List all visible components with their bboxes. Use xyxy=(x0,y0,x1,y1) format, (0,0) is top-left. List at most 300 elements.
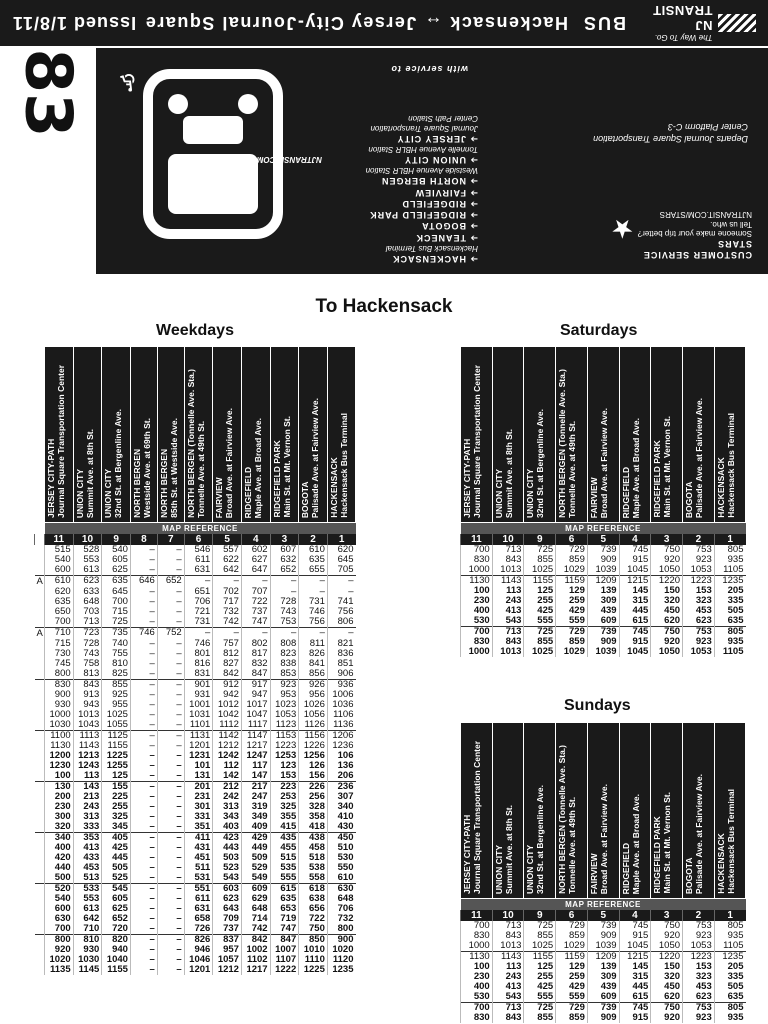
service-stop xyxy=(348,209,478,220)
time-cell: 129 xyxy=(556,586,588,596)
table-row xyxy=(461,647,746,657)
table-row xyxy=(35,565,356,576)
agency-name: NJ TRANSIT xyxy=(652,3,713,34)
time-cell: 946 xyxy=(184,945,213,955)
time-cell: 117 xyxy=(241,761,270,771)
time-cell: 800 xyxy=(45,669,74,680)
time-cell: 1130 xyxy=(45,741,74,751)
trip-note xyxy=(35,822,45,833)
table-row xyxy=(35,720,356,731)
stop-header: HACKENSACK Hackensack Bus Terminal xyxy=(714,347,745,523)
time-cell: 643 xyxy=(213,904,242,914)
time-cell: 630 xyxy=(45,914,74,924)
time-cell: 750 xyxy=(651,921,683,931)
time-cell: – xyxy=(157,545,184,555)
table-row xyxy=(461,962,746,972)
stop-header: NORTH BERGEN (Tonnelle Ave. Sta.) Tonnelle Ave. at 49th St. xyxy=(556,723,588,899)
time-cell: 559 xyxy=(556,992,588,1003)
time-cell: – xyxy=(130,945,157,955)
time-cell: 609 xyxy=(587,616,619,627)
time-cell: 200 xyxy=(45,792,74,802)
sundays-timetable xyxy=(460,722,746,1023)
time-cell: 243 xyxy=(492,972,524,982)
time-cell: – xyxy=(130,587,157,597)
trip-note xyxy=(35,792,45,802)
time-cell: 458 xyxy=(299,843,328,853)
time-cell: 830 xyxy=(45,679,74,690)
time-cell: 201 xyxy=(184,781,213,792)
time-cell: 610 xyxy=(299,545,328,555)
service-stop xyxy=(348,198,478,209)
time-cell: 923 xyxy=(683,555,715,565)
time-cell: 642 xyxy=(213,565,242,576)
table-row xyxy=(461,596,746,606)
time-cell: 855 xyxy=(524,931,556,941)
time-cell: 315 xyxy=(619,596,651,606)
time-cell: 543 xyxy=(213,873,242,884)
time-cell: 129 xyxy=(556,962,588,972)
time-cell: 700 xyxy=(45,924,74,935)
time-cell: 909 xyxy=(587,637,619,647)
stop-header: UNION CITY Summit Ave. at 8th St. xyxy=(73,347,102,523)
table-row xyxy=(461,555,746,565)
time-cell: 602 xyxy=(241,545,270,555)
time-cell: 450 xyxy=(327,832,355,843)
time-cell: 353 xyxy=(73,832,102,843)
stop-header: BOGOTA Palisade Ave. at Fairview Ave. xyxy=(683,723,715,899)
time-cell: 439 xyxy=(587,982,619,992)
time-cell: 1102 xyxy=(241,955,270,965)
time-cell: – xyxy=(241,575,270,587)
time-cell: 728 xyxy=(270,597,299,607)
time-cell: – xyxy=(130,617,157,628)
time-cell: 1050 xyxy=(651,647,683,657)
time-cell: 1212 xyxy=(213,741,242,751)
time-cell: 1039 xyxy=(587,565,619,576)
time-cell: 851 xyxy=(327,659,355,669)
time-cell: 528 xyxy=(73,545,102,555)
time-cell: 620 xyxy=(327,545,355,555)
table-row xyxy=(35,597,356,607)
route-hero-panel xyxy=(96,48,768,274)
time-cell: 1105 xyxy=(714,647,745,657)
accessible-icon: ♿ xyxy=(116,68,138,96)
time-cell: 901 xyxy=(184,679,213,690)
time-cell: 611 xyxy=(184,555,213,565)
table-row xyxy=(461,992,746,1003)
service-stop xyxy=(348,243,478,264)
map-ref-number: 11 xyxy=(461,534,493,545)
time-cell: 530 xyxy=(461,616,493,627)
trip-note: A xyxy=(36,627,43,639)
star-icon: ★ xyxy=(610,214,634,244)
time-cell: 703 xyxy=(73,607,102,617)
time-cell: 702 xyxy=(213,587,242,597)
table-row xyxy=(35,945,356,955)
service-stop-name: ➔ FAIRVIEW xyxy=(414,187,478,198)
time-cell: 1007 xyxy=(270,945,299,955)
time-cell: 710 xyxy=(45,627,74,639)
time-cell: 153 xyxy=(683,962,715,972)
time-cell: 145 xyxy=(619,586,651,596)
stop-header: NORTH BERGEN (Tonnelle Ave. Sta.) Tonnelle Ave. at 49th St. xyxy=(184,347,213,523)
customer-service-stars: CUSTOMER SERVICE STARS Someone make your trip better? Tell us who. NJTRANSIT.COM/STARS xyxy=(637,210,752,260)
time-cell: 455 xyxy=(270,843,299,853)
time-cell: 1220 xyxy=(651,951,683,962)
trip-note xyxy=(35,700,45,710)
time-cell: 917 xyxy=(241,679,270,690)
time-cell: 805 xyxy=(714,1002,745,1013)
time-cell: 1242 xyxy=(213,751,242,761)
time-cell: – xyxy=(130,873,157,884)
time-cell: – xyxy=(157,843,184,853)
time-cell: 742 xyxy=(213,617,242,628)
time-cell: – xyxy=(157,873,184,884)
time-cell: 923 xyxy=(683,1013,715,1023)
time-cell: 255 xyxy=(524,972,556,982)
time-cell: 743 xyxy=(270,607,299,617)
time-cell: 842 xyxy=(213,669,242,680)
time-cell: 325 xyxy=(102,812,131,822)
time-cell: 1155 xyxy=(524,951,556,962)
time-cell: 725 xyxy=(524,1002,556,1013)
time-cell: 1217 xyxy=(241,741,270,751)
time-cell: 540 xyxy=(45,555,74,565)
time-cell: 500 xyxy=(45,873,74,884)
time-cell: 433 xyxy=(73,853,102,863)
time-cell: 1045 xyxy=(619,647,651,657)
time-cell: 143 xyxy=(73,781,102,792)
time-cell: 630 xyxy=(327,883,355,894)
time-cell: 850 xyxy=(299,934,328,945)
time-cell: 739 xyxy=(587,545,619,555)
time-cell: – xyxy=(157,565,184,576)
service-stop-name: ➔ NORTH BERGEN xyxy=(380,176,478,187)
time-cell: 259 xyxy=(556,972,588,982)
nj-transit-logo xyxy=(636,4,756,43)
table-row xyxy=(35,873,356,884)
map-reference-label: MAP REFERENCE xyxy=(461,899,746,910)
time-cell: 355 xyxy=(270,812,299,822)
table-row xyxy=(35,575,356,587)
time-cell: 139 xyxy=(587,962,619,972)
time-cell: 243 xyxy=(492,596,524,606)
time-cell: – xyxy=(299,587,328,597)
time-cell: 955 xyxy=(102,700,131,710)
time-cell: 855 xyxy=(524,637,556,647)
trip-note xyxy=(35,843,45,853)
time-cell: 843 xyxy=(492,637,524,647)
time-cell: 653 xyxy=(270,904,299,914)
time-cell: 635 xyxy=(714,992,745,1003)
table-row xyxy=(461,606,746,616)
stop-header: NORTH BERGEN 85th St. at Westside Ave. xyxy=(157,347,184,523)
time-cell: 1145 xyxy=(73,965,102,975)
time-cell: 1036 xyxy=(327,700,355,710)
time-cell: 909 xyxy=(587,1013,619,1023)
stop-header: BOGOTA Palisade Ave. at Fairview Ave. xyxy=(683,347,715,523)
time-cell: 1236 xyxy=(327,741,355,751)
time-cell: 1053 xyxy=(683,941,715,952)
time-cell: 531 xyxy=(184,873,213,884)
time-cell: 1029 xyxy=(556,647,588,657)
map-ref-number: 6 xyxy=(556,534,588,545)
time-cell: 125 xyxy=(102,771,131,782)
time-cell: 113 xyxy=(492,962,524,972)
time-cell: 801 xyxy=(184,649,213,659)
time-cell: 615 xyxy=(270,883,299,894)
time-cell: 340 xyxy=(45,832,74,843)
route-name: Hackensack ↔ Jersey City-Journal Square xyxy=(144,13,568,34)
time-cell: 415 xyxy=(270,822,299,833)
time-cell: 856 xyxy=(299,669,328,680)
time-cell: – xyxy=(157,934,184,945)
table-row xyxy=(35,771,356,782)
service-stop xyxy=(348,165,478,186)
time-cell: 652 xyxy=(270,565,299,576)
time-cell: 827 xyxy=(213,659,242,669)
time-cell: 307 xyxy=(327,792,355,802)
time-cell: 1100 xyxy=(45,730,74,741)
table-row xyxy=(35,781,356,792)
map-ref-number: 6 xyxy=(556,910,588,921)
time-cell: 150 xyxy=(651,586,683,596)
time-cell: 1113 xyxy=(73,730,102,741)
time-cell: 523 xyxy=(213,863,242,873)
service-stop-name: ➔ TEANECK xyxy=(415,232,478,243)
time-cell: 225 xyxy=(102,792,131,802)
time-cell: 113 xyxy=(73,771,102,782)
time-cell: 1201 xyxy=(184,965,213,975)
table-row xyxy=(461,921,746,931)
time-cell: 830 xyxy=(461,931,493,941)
map-ref-number: 5 xyxy=(213,534,242,545)
trip-note xyxy=(35,597,45,607)
saturdays-timetable xyxy=(460,346,746,657)
time-cell: 1029 xyxy=(556,941,588,952)
time-cell: 345 xyxy=(102,822,131,833)
time-cell: 1156 xyxy=(299,730,328,741)
time-cell: 1025 xyxy=(102,710,131,720)
time-cell: 223 xyxy=(270,781,299,792)
time-cell: 300 xyxy=(45,812,74,822)
time-cell: 100 xyxy=(461,586,493,596)
time-cell: 731 xyxy=(184,617,213,628)
stop-header: UNION CITY 32nd St. at Bergenline Ave. xyxy=(102,347,131,523)
time-cell: – xyxy=(157,730,184,741)
time-cell: 1143 xyxy=(492,575,524,586)
trip-note xyxy=(35,617,45,628)
time-cell: 700 xyxy=(102,597,131,607)
table-row xyxy=(461,545,746,555)
time-cell: 445 xyxy=(102,853,131,863)
time-cell: 555 xyxy=(524,992,556,1003)
time-cell: – xyxy=(130,771,157,782)
mode-label: BUS xyxy=(581,13,626,34)
time-cell: 331 xyxy=(184,812,213,822)
time-cell: 142 xyxy=(213,771,242,782)
time-cell: 549 xyxy=(241,873,270,884)
time-cell: 425 xyxy=(524,606,556,616)
issued-date: Issued 1/8/11 xyxy=(12,13,137,34)
time-cell: 1247 xyxy=(241,751,270,761)
time-cell: 732 xyxy=(213,607,242,617)
map-ref-number: 5 xyxy=(587,910,619,921)
time-cell: 1013 xyxy=(73,710,102,720)
time-cell: 700 xyxy=(461,626,493,637)
trip-note xyxy=(35,771,45,782)
time-cell: 1017 xyxy=(241,700,270,710)
time-cell: 755 xyxy=(102,649,131,659)
stop-header: JERSEY CITY-PATH Journal Square Transportation Center xyxy=(461,347,493,523)
time-cell: 1256 xyxy=(299,751,328,761)
time-cell: – xyxy=(157,802,184,812)
time-cell: 936 xyxy=(327,679,355,690)
map-ref-number: 2 xyxy=(683,910,715,921)
time-cell: 740 xyxy=(102,639,131,649)
table-row xyxy=(35,700,356,710)
time-cell: 622 xyxy=(213,555,242,565)
time-cell: 1030 xyxy=(73,955,102,965)
time-cell: 745 xyxy=(619,545,651,555)
time-cell: 125 xyxy=(524,586,556,596)
table-row xyxy=(35,545,356,555)
time-cell: – xyxy=(327,587,355,597)
time-cell: 1000 xyxy=(461,941,493,952)
time-cell: – xyxy=(327,575,355,587)
time-cell: – xyxy=(130,894,157,904)
time-cell: 730 xyxy=(45,649,74,659)
time-cell: – xyxy=(157,914,184,924)
table-row xyxy=(35,832,356,843)
time-cell: 725 xyxy=(524,545,556,555)
time-cell: 511 xyxy=(184,863,213,873)
time-cell: 145 xyxy=(619,962,651,972)
trip-note xyxy=(35,751,45,761)
time-cell: 830 xyxy=(461,1013,493,1023)
time-cell: 741 xyxy=(327,597,355,607)
time-cell: 750 xyxy=(299,924,328,935)
table-row xyxy=(35,649,356,659)
time-cell: 721 xyxy=(184,607,213,617)
time-cell: 449 xyxy=(241,843,270,853)
time-cell: 559 xyxy=(556,616,588,627)
time-cell: 309 xyxy=(587,596,619,606)
time-cell: 715 xyxy=(45,639,74,649)
time-cell: 837 xyxy=(213,934,242,945)
table-row xyxy=(461,972,746,982)
time-cell: 555 xyxy=(524,616,556,627)
table-row xyxy=(35,894,356,904)
time-cell: 451 xyxy=(184,853,213,863)
time-cell: 226 xyxy=(299,781,328,792)
time-cell: 739 xyxy=(587,921,619,931)
time-cell: 625 xyxy=(102,565,131,576)
header-strip xyxy=(0,0,768,46)
time-cell: 315 xyxy=(619,972,651,982)
table-row xyxy=(35,934,356,945)
table-row xyxy=(35,730,356,741)
time-cell: 737 xyxy=(213,924,242,935)
time-cell: 615 xyxy=(619,992,651,1003)
time-cell: 323 xyxy=(683,596,715,606)
time-cell: 651 xyxy=(184,587,213,597)
time-cell: 935 xyxy=(714,555,745,565)
time-cell: – xyxy=(130,883,157,894)
time-cell: 705 xyxy=(327,565,355,576)
map-ref-number: 10 xyxy=(492,910,524,921)
time-cell: 205 xyxy=(714,586,745,596)
time-cell: – xyxy=(130,730,157,741)
time-cell: 1030 xyxy=(45,720,74,731)
map-ref-number: 2 xyxy=(299,534,328,545)
stop-header: UNION CITY 32nd St. at Bergenline Ave. xyxy=(524,347,556,523)
time-cell: 1226 xyxy=(299,741,328,751)
time-cell: 700 xyxy=(461,1002,493,1013)
service-stop-sub: Westside Avenue HBLR Station xyxy=(365,166,478,176)
map-ref-number: 3 xyxy=(270,534,299,545)
time-cell: 1013 xyxy=(492,941,524,952)
time-cell: 150 xyxy=(651,962,683,972)
time-cell: 1002 xyxy=(241,945,270,955)
time-cell: 1135 xyxy=(45,965,74,975)
time-cell: 1031 xyxy=(184,710,213,720)
time-cell: 247 xyxy=(241,792,270,802)
time-cell: 553 xyxy=(73,894,102,904)
time-cell: 1209 xyxy=(587,575,619,586)
time-cell: – xyxy=(327,627,355,639)
map-ref-number: 1 xyxy=(714,910,745,921)
sundays-title: Sundays xyxy=(564,697,631,714)
time-cell: 1039 xyxy=(587,941,619,952)
time-cell: 1215 xyxy=(619,575,651,586)
trip-note xyxy=(35,781,45,792)
time-cell: – xyxy=(130,649,157,659)
time-cell: 425 xyxy=(524,982,556,992)
time-cell: – xyxy=(157,965,184,975)
time-cell: 540 xyxy=(45,894,74,904)
time-cell: 430 xyxy=(327,822,355,833)
time-cell: 543 xyxy=(492,616,524,627)
time-cell: 1126 xyxy=(299,720,328,731)
time-cell: 206 xyxy=(327,771,355,782)
time-cell: – xyxy=(157,853,184,863)
time-cell: 217 xyxy=(241,781,270,792)
table-row xyxy=(35,924,356,935)
time-cell: 645 xyxy=(102,587,131,597)
time-cell: 720 xyxy=(102,924,131,935)
time-cell: 700 xyxy=(461,921,493,931)
table-row xyxy=(35,965,356,975)
time-cell: 926 xyxy=(299,679,328,690)
time-cell: 156 xyxy=(299,771,328,782)
time-cell: 600 xyxy=(45,565,74,576)
time-cell: 800 xyxy=(45,934,74,945)
time-cell: 859 xyxy=(556,637,588,647)
time-cell: 823 xyxy=(270,649,299,659)
time-cell: 1000 xyxy=(461,565,493,576)
time-cell: 1010 xyxy=(299,945,328,955)
time-cell: 600 xyxy=(45,904,74,914)
time-cell: 732 xyxy=(327,914,355,924)
time-cell: 729 xyxy=(556,1002,588,1013)
service-stop xyxy=(348,113,478,144)
stop-header: UNION CITY Summit Ave. at 8th St. xyxy=(492,723,524,899)
time-cell: 913 xyxy=(73,690,102,700)
time-cell: 1159 xyxy=(556,575,588,586)
time-cell: 811 xyxy=(299,639,328,649)
time-cell: 1020 xyxy=(45,955,74,965)
